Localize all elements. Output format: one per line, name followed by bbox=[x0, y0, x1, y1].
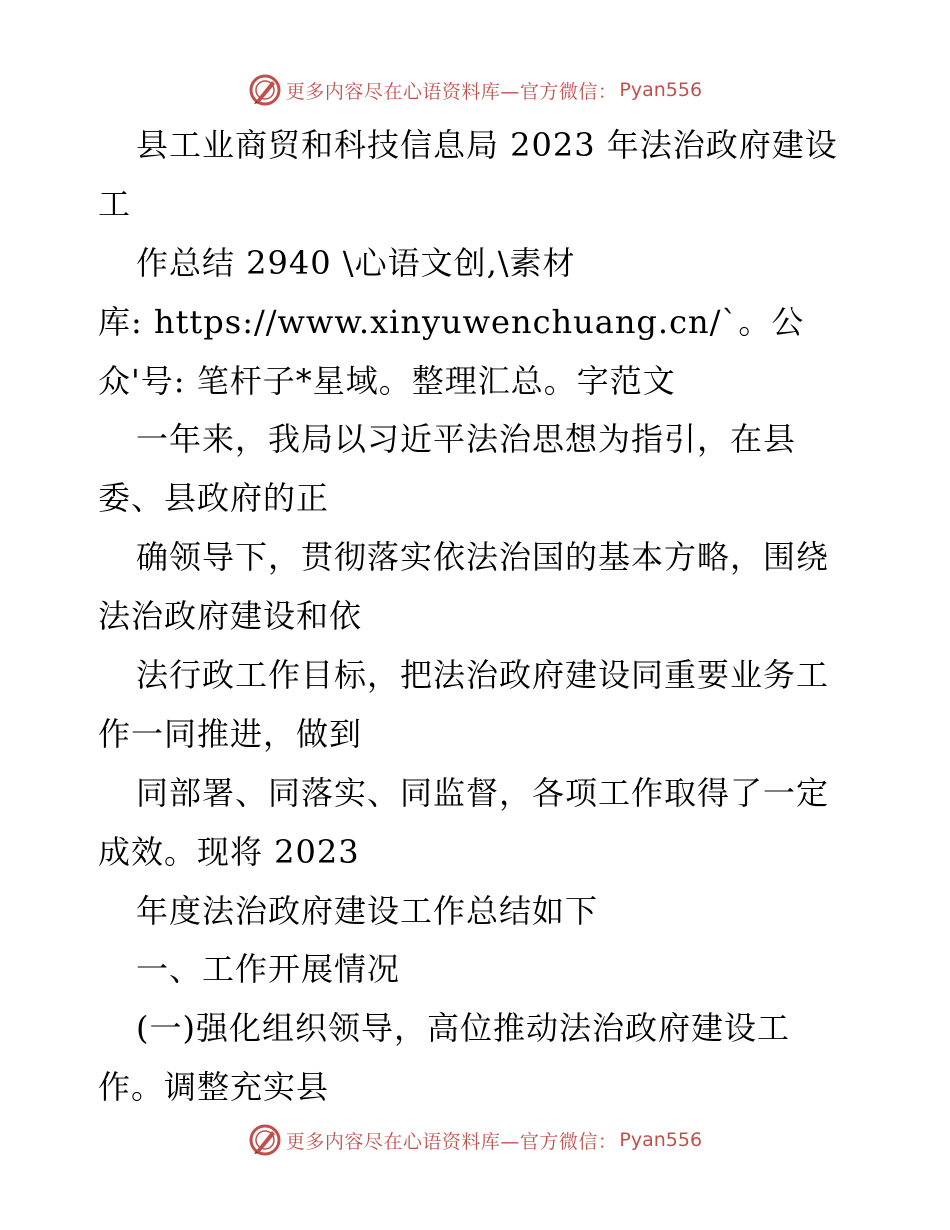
text-line: (一)强化组织领导，高位推动法治政府建设工 bbox=[136, 1009, 790, 1048]
text-line: 作。调整充实县 bbox=[98, 1068, 330, 1107]
watermark-handle: Pyan556 bbox=[619, 79, 703, 101]
section-heading: 一、工作开展情况 bbox=[136, 950, 401, 989]
text-line: 同部署、同落实、同监督，各项工作取得了一定 bbox=[136, 773, 830, 812]
text-line: 成效。现将 2023 bbox=[98, 832, 360, 871]
text-line: 工 bbox=[98, 184, 132, 223]
text-line: 作一同推进，做到 bbox=[98, 714, 363, 753]
watermark-text: 更多内容尽在心语资料库—官方微信： bbox=[285, 1130, 618, 1153]
text-line: 县工业商贸和科技信息局 2023 年法治政府建设 bbox=[136, 126, 838, 164]
text-line: 年度法治政府建设工作总结如下 bbox=[136, 891, 599, 930]
footer-watermark bbox=[0, 1120, 950, 1160]
watermark-handle: Pyan556 bbox=[619, 1129, 703, 1151]
text-line: 一年来，我局以习近平法治思想为指引，在县 bbox=[136, 420, 797, 459]
document-body bbox=[98, 116, 858, 1117]
text-line: 确领导下，贯彻落实依法治国的基本方略，围绕 bbox=[136, 538, 830, 577]
text-line: 法治政府建设和依 bbox=[98, 597, 363, 636]
pen-logo-icon bbox=[248, 73, 282, 107]
watermark-text: 更多内容尽在心语资料库—官方微信： bbox=[285, 80, 618, 103]
header-watermark bbox=[0, 70, 950, 110]
text-line: 委、县政府的正 bbox=[98, 479, 330, 518]
text-line: 库: https://www.xinyuwenchuang.cn/`。公 bbox=[98, 302, 805, 341]
text-line: 法行政工作目标，把法治政府建设同重要业务工 bbox=[136, 656, 830, 695]
pen-logo-icon bbox=[248, 1123, 282, 1157]
text-line: 众'号: 笔杆子*星域。整理汇总。字范文 bbox=[98, 361, 676, 400]
text-line: 作总结 2940 \心语文创,\素材 bbox=[136, 243, 576, 282]
